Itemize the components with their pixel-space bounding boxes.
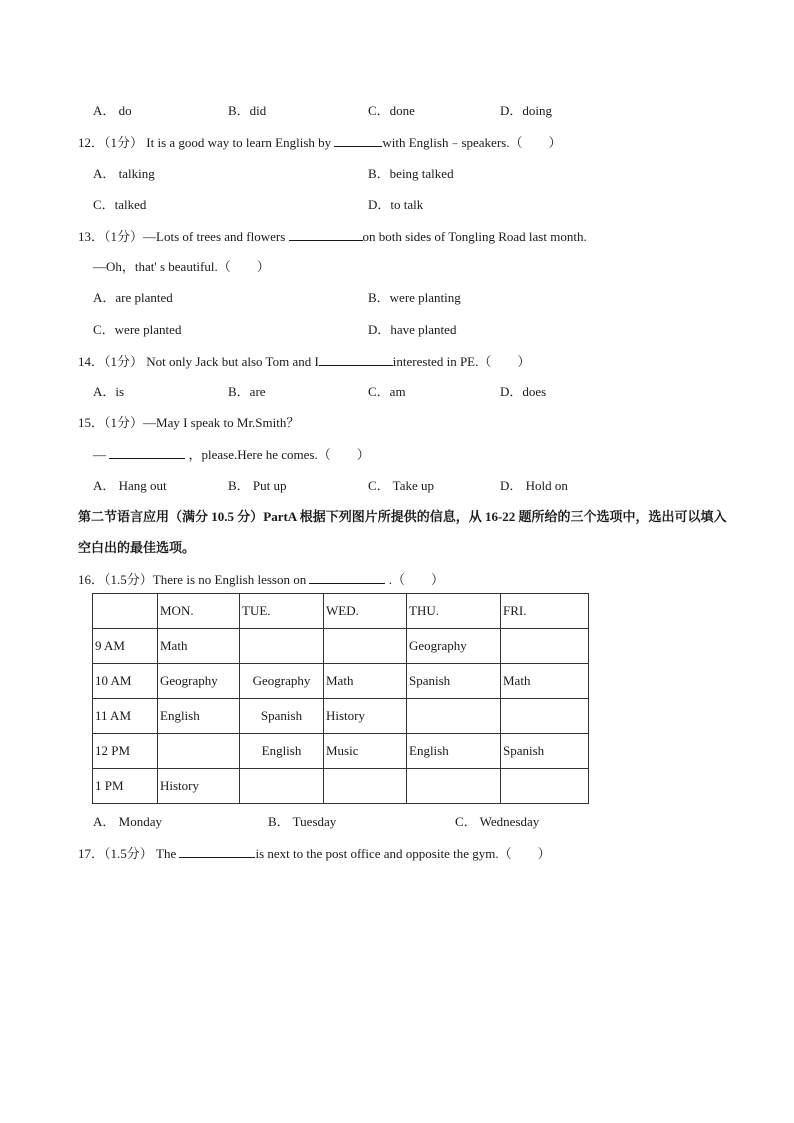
table-cell: 11 AM — [93, 699, 158, 734]
q12-option-d[interactable]: D．to talk — [368, 197, 424, 212]
q13-option-d[interactable]: D．have planted — [368, 322, 457, 337]
table-cell: 12 PM — [93, 734, 158, 769]
q13-number: 13．（1分） — [78, 229, 144, 244]
q14-option-c[interactable]: C．am — [368, 384, 406, 399]
q12-option-a[interactable]: A． talking — [93, 166, 155, 181]
q13-option-a[interactable]: A．are planted — [93, 290, 173, 305]
table-cell: Math — [324, 664, 407, 699]
q15-stem — [78, 415, 299, 431]
q16-stem — [78, 571, 444, 588]
table-cell — [324, 769, 407, 804]
q11-option-b[interactable]: B．did — [228, 103, 267, 118]
table-cell — [501, 699, 589, 734]
table-cell: Math — [158, 629, 240, 664]
q15-line2 — [93, 446, 370, 463]
q15-number: 15．（1分） — [78, 415, 144, 430]
q15-option-c[interactable]: C． Take up — [368, 478, 435, 493]
table-cell: Geography — [240, 664, 324, 699]
q15-option-b[interactable]: B． Put up — [228, 478, 287, 493]
q11-option-a[interactable]: A． do — [93, 103, 132, 118]
q13-line2: —Oh，that' s beautiful.（ ） — [93, 259, 270, 274]
q13-text-after: on both sides of Tongling Road last month. — [362, 229, 587, 244]
q13-stem — [78, 228, 587, 245]
table-header-cell — [93, 594, 158, 629]
q11-option-c[interactable]: C．done — [368, 103, 415, 118]
q15-line2-after: ，please.Here he comes.（ ） — [185, 447, 370, 462]
table-cell: History — [158, 769, 240, 804]
table-cell: History — [324, 699, 407, 734]
table-cell — [501, 769, 589, 804]
table-cell — [240, 769, 324, 804]
table-cell: Spanish — [240, 699, 324, 734]
table-cell: Math — [501, 664, 589, 699]
table-cell: 1 PM — [93, 769, 158, 804]
q16-option-a[interactable]: A． Monday — [93, 814, 162, 829]
table-cell — [240, 629, 324, 664]
table-row — [93, 629, 589, 664]
q14-option-d[interactable]: D．does — [500, 384, 547, 399]
table-header-row — [93, 594, 589, 629]
table-cell: Spanish — [501, 734, 589, 769]
q14-option-b[interactable]: B．are — [228, 384, 266, 399]
q17-blank[interactable] — [179, 845, 255, 858]
q12-option-c[interactable]: C．talked — [93, 197, 147, 212]
q16-option-b[interactable]: B． Tuesday — [268, 814, 337, 829]
q16-text-before: There is no English lesson on — [152, 572, 310, 587]
q15-line2-before: — — [93, 447, 110, 462]
table-cell: English — [407, 734, 501, 769]
section-2-instructions: 第二节语言应用（满分 10.5 分）PartA 根据下列图片所提供的信息，从 16-22 题所给的三个选项中，选出可以填入空白出的最佳选项。 — [78, 509, 727, 555]
table-row — [93, 769, 589, 804]
q14-blank[interactable] — [319, 353, 393, 366]
table-cell — [324, 629, 407, 664]
table-cell: Geography — [407, 629, 501, 664]
table-header-cell: FRI. — [501, 594, 589, 629]
schedule-table — [92, 593, 589, 804]
table-cell — [158, 734, 240, 769]
table-row — [93, 699, 589, 734]
q13-blank[interactable] — [289, 228, 363, 241]
q15-option-d[interactable]: D． Hold on — [500, 478, 568, 493]
q14-text-before: Not only Jack but also Tom and I — [143, 354, 319, 369]
table-cell: 9 AM — [93, 629, 158, 664]
q12-text-before: It is a good way to learn English by — [146, 135, 335, 150]
table-cell: English — [240, 734, 324, 769]
table-header-cell: THU. — [407, 594, 501, 629]
table-cell — [501, 629, 589, 664]
q12-text-after: with English﹣speakers.（ ） — [382, 135, 562, 150]
table-cell: Geography — [158, 664, 240, 699]
q12-blank[interactable] — [334, 134, 382, 147]
table-cell — [407, 699, 501, 734]
table-header-cell: TUE. — [240, 594, 324, 629]
q17-text-after: is next to the post office and opposite the gym.（ ） — [255, 846, 551, 861]
table-row — [93, 664, 589, 699]
q12-option-b[interactable]: B．being talked — [368, 166, 454, 181]
q16-number: 16．（1.5分） — [78, 572, 153, 587]
q15-option-a[interactable]: A． Hang out — [93, 478, 167, 493]
q15-blank[interactable] — [109, 446, 185, 459]
q11-option-d[interactable]: D．doing — [500, 103, 553, 118]
q17-stem — [78, 845, 551, 862]
table-header-cell: WED. — [324, 594, 407, 629]
q16-option-c[interactable]: C． Wednesday — [455, 814, 540, 829]
q17-number: 17．（1.5分） — [78, 846, 153, 861]
table-header-cell: MON. — [158, 594, 240, 629]
q12-number: 12．（1分） — [78, 135, 144, 150]
table-cell: Spanish — [407, 664, 501, 699]
q16-text-after: .（ ） — [385, 572, 444, 587]
q14-stem — [78, 353, 530, 370]
q14-option-a[interactable]: A．is — [93, 384, 125, 399]
table-cell — [407, 769, 501, 804]
q14-text-after: interested in PE.（ ） — [392, 354, 531, 369]
q14-number: 14．（1分） — [78, 354, 144, 369]
q13-option-c[interactable]: C．were planted — [93, 322, 182, 337]
table-row — [93, 734, 589, 769]
table-cell: 10 AM — [93, 664, 158, 699]
q13-option-b[interactable]: B．were planting — [368, 290, 461, 305]
table-cell: English — [158, 699, 240, 734]
q15-text: —May I speak to Mr.Smith？ — [143, 415, 300, 430]
q16-blank[interactable] — [309, 571, 385, 584]
q13-text-before: —Lots of trees and flowers — [143, 229, 289, 244]
table-cell: Music — [324, 734, 407, 769]
q12-stem — [78, 134, 561, 151]
q17-text-before: The — [152, 846, 180, 861]
